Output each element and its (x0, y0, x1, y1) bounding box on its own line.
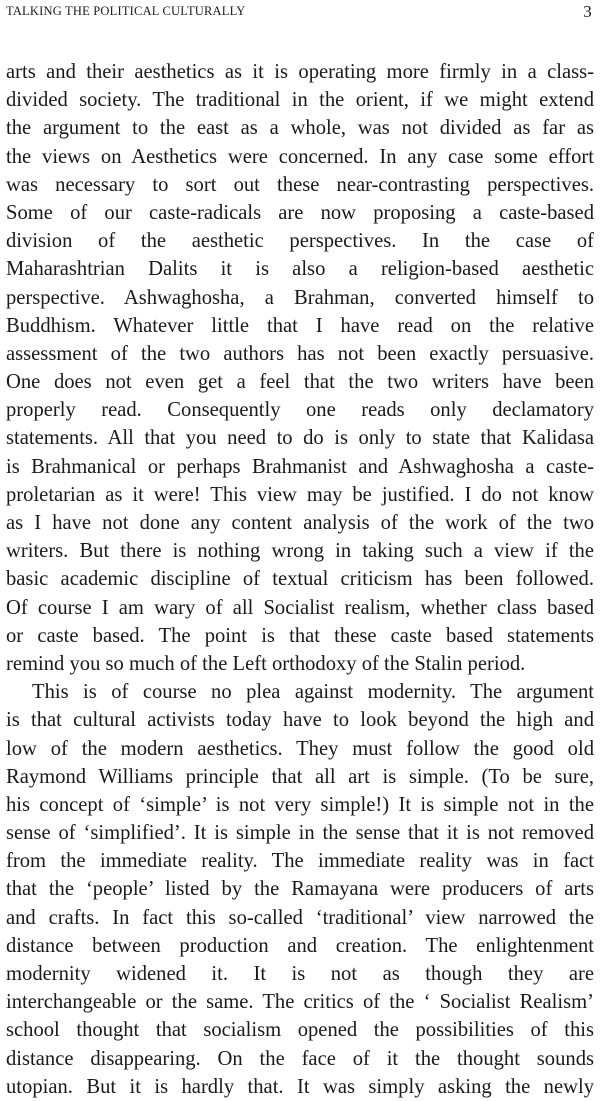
text-line: is that cultural activists today have to look beyond the high and (6, 709, 594, 732)
running-header (6, 2, 594, 24)
text-line: low of the modern aesthetics. They must follow the good old (6, 737, 594, 760)
text-line: writers. But there is nothing wrong in taking such a view if the (6, 540, 594, 563)
text-line: Buddhism. Whatever little that I have read on the relative (6, 314, 594, 337)
text-line: basic academic discipline of textual criticism has been followed. (6, 568, 594, 591)
text-line: proletarian as it were! This view may be justified. I do not know (6, 483, 594, 506)
text-line: distance disappearing. On the face of it the thought sounds (6, 1047, 594, 1070)
text-line: and crafts. In fact this so-called ‘traditional’ view narrowed the (6, 906, 594, 929)
text-line: was necessary to sort out these near-contrasting perspectives. (6, 173, 594, 196)
text-line: One does not even get a feel that the two writers have been (6, 371, 594, 394)
text-line: or caste based. The point is that these caste based statements (6, 624, 594, 647)
text-line: properly read. Consequently one reads only declamatory (6, 399, 594, 422)
text-line: is Brahmanical or perhaps Brahmanist and Ashwaghosha a caste- (6, 455, 594, 478)
paragraph (6, 58, 594, 678)
page-number: 3 (583, 2, 592, 21)
text-line: utopian. But it is hardly that. It was simply asking the newly (6, 1075, 594, 1098)
text-line: that the ‘people’ listed by the Ramayana were producers of arts (6, 878, 594, 901)
text-line: Raymond Williams principle that all art is simple. (To be sure, (6, 765, 594, 788)
text-line: from the immediate reality. The immediate reality was in fact (6, 850, 594, 873)
paragraph (6, 678, 594, 1101)
text-line: the argument to the east as a whole, was not divided as far as (6, 117, 594, 140)
text-line: school thought that socialism opened the possibilities of this (6, 1019, 594, 1042)
text-line: division of the aesthetic perspectives. In the case of (6, 230, 594, 253)
text-line: as I have not done any content analysis of the work of the two (6, 512, 594, 534)
text-line: interchangeable or the same. The critics of the ‘ Socialist Realism’ (6, 991, 594, 1014)
text-line: perspective. Ashwaghosha, a Brahman, converted himself to (6, 286, 594, 309)
text-line: This is of course no plea against modernity. The argument (32, 681, 594, 704)
text-line: his concept of ‘simple’ is not very simple!) It is simple not in the (6, 793, 594, 816)
text-line: modernity widened it. It is not as though they are (6, 963, 594, 985)
text-line: arts and their aesthetics as it is operating more firmly in a class- (6, 61, 594, 83)
running-title: TALKING THE POLITICAL CULTURALLY (6, 4, 246, 18)
text-line: Of course I am wary of all Socialist realism, whether class based (6, 596, 594, 619)
text-line: the views on Aesthetics were concerned. In any case some effort (6, 145, 594, 168)
text-line: Maharashtrian Dalits it is also a religion-based aesthetic (6, 258, 594, 281)
text-line: divided society. The traditional in the orient, if we might extend (6, 89, 594, 112)
text-line: Some of our caste-radicals are now proposing a caste-based (6, 201, 594, 224)
body-text (6, 58, 594, 1101)
text-line: sense of ‘simplified’. It is simple in the sense that it is not removed (6, 822, 594, 845)
text-line: remind you so much of the Left orthodoxy of the Stalin period. (6, 652, 526, 675)
text-line: statements. All that you need to do is only to state that Kalidasa (6, 427, 594, 450)
text-line: assessment of the two authors has not been exactly persuasive. (6, 342, 594, 365)
text-line: distance between production and creation. The enlightenment (6, 934, 594, 957)
